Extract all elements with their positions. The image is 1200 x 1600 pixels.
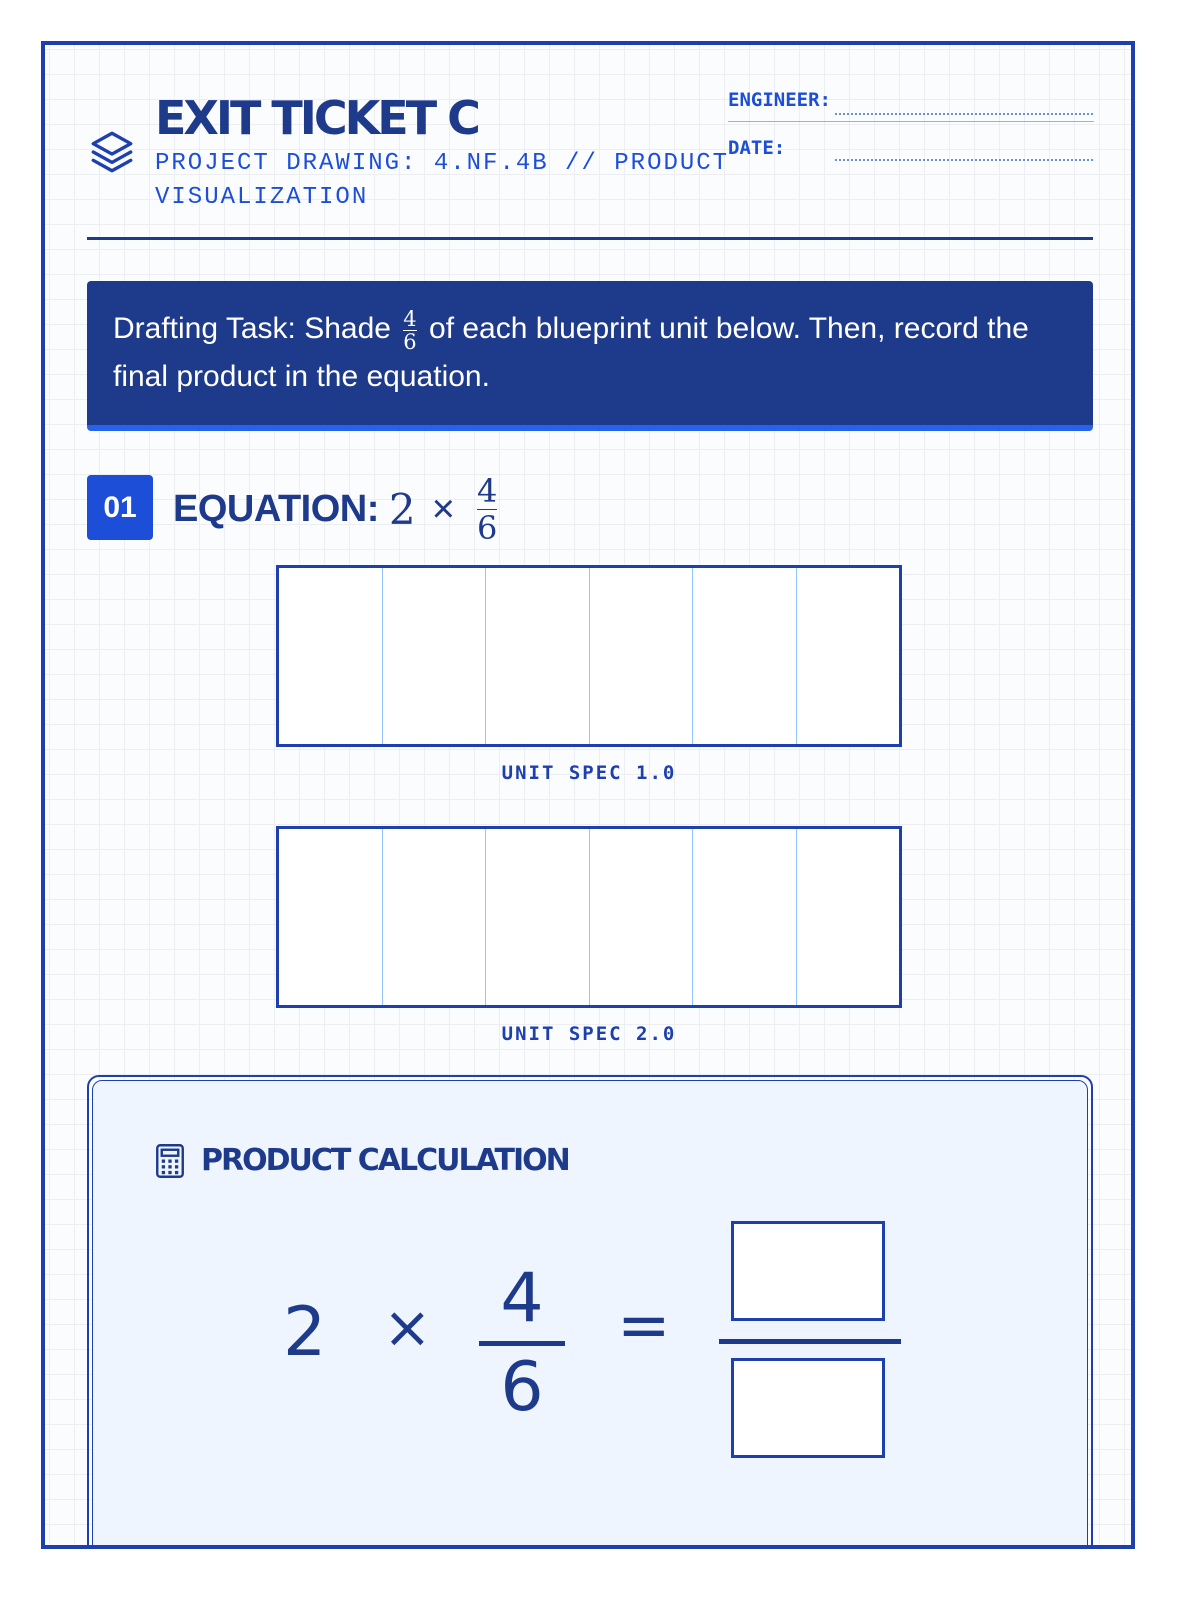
task-fraction-numerator: 4 (403, 306, 417, 331)
task-banner (87, 281, 1093, 431)
calc-operator: × (383, 1293, 432, 1361)
equation-label: EQUATION: (173, 487, 379, 530)
answer-numerator-box[interactable] (731, 1221, 885, 1321)
fraction-bar-cell[interactable] (383, 568, 487, 744)
task-prefix: Drafting Task: Shade (113, 312, 391, 345)
task-fraction-denominator: 6 (403, 329, 417, 354)
fraction-bar-cell[interactable] (486, 829, 590, 1005)
product-calculation-panel (87, 1075, 1093, 1549)
page-title: EXIT TICKET C (155, 91, 478, 145)
calc-fraction-bar (479, 1341, 565, 1346)
project-subtitle: PROJECT DRAWING: 4.NF.4B // PRODUCT VISUALIZATION (155, 150, 730, 211)
exit-ticket-sheet (41, 41, 1135, 1549)
fraction-bar-cell[interactable] (693, 829, 797, 1005)
fraction-bar-cell[interactable] (279, 568, 383, 744)
date-field[interactable] (835, 159, 1093, 161)
calc-numerator: 4 (500, 1259, 544, 1338)
header-divider (87, 237, 1093, 240)
equation-whole: 2 (388, 484, 416, 534)
product-calculation-inner (92, 1080, 1088, 1549)
equation-fraction (477, 473, 497, 546)
calc-fraction (479, 1259, 565, 1428)
equation-denominator: 6 (477, 508, 498, 547)
task-fraction (403, 308, 416, 353)
question-number-badge: 01 (87, 475, 153, 540)
fraction-bar-cell[interactable] (797, 568, 900, 744)
calculation-title: PRODUCT CALCULATION (201, 1143, 569, 1178)
engineer-underline (728, 121, 1094, 122)
engineer-field[interactable] (835, 113, 1093, 115)
date-label: DATE: (728, 137, 786, 159)
calculator-icon (155, 1143, 185, 1179)
unit-caption-2: UNIT SPEC 2.0 (501, 1023, 677, 1045)
fraction-bar-cell[interactable] (590, 568, 694, 744)
fraction-bar-unit-1[interactable] (276, 565, 902, 747)
answer-fraction-bar (719, 1339, 901, 1344)
fraction-bar-cell[interactable] (486, 568, 590, 744)
fraction-bar-unit-2[interactable] (276, 826, 902, 1008)
fraction-bar-cell[interactable] (279, 829, 383, 1005)
calc-equals: = (617, 1289, 671, 1363)
engineer-label: ENGINEER: (728, 89, 831, 111)
fraction-bar-cell[interactable] (693, 568, 797, 744)
fraction-bar-cell[interactable] (797, 829, 900, 1005)
layers-icon (87, 127, 137, 177)
equation-operator: × (431, 486, 455, 531)
fraction-bar-cell[interactable] (383, 829, 487, 1005)
answer-denominator-box[interactable] (731, 1358, 885, 1458)
calc-denominator: 6 (500, 1348, 544, 1427)
calc-whole: 2 (283, 1293, 327, 1372)
equation-heading (173, 469, 501, 549)
fraction-bar-cell[interactable] (590, 829, 694, 1005)
equation-numerator: 4 (477, 471, 498, 510)
unit-caption-1: UNIT SPEC 1.0 (501, 762, 677, 784)
task-suffix: of each blueprint unit below. Then, record the final product in the equation. (113, 312, 1029, 393)
